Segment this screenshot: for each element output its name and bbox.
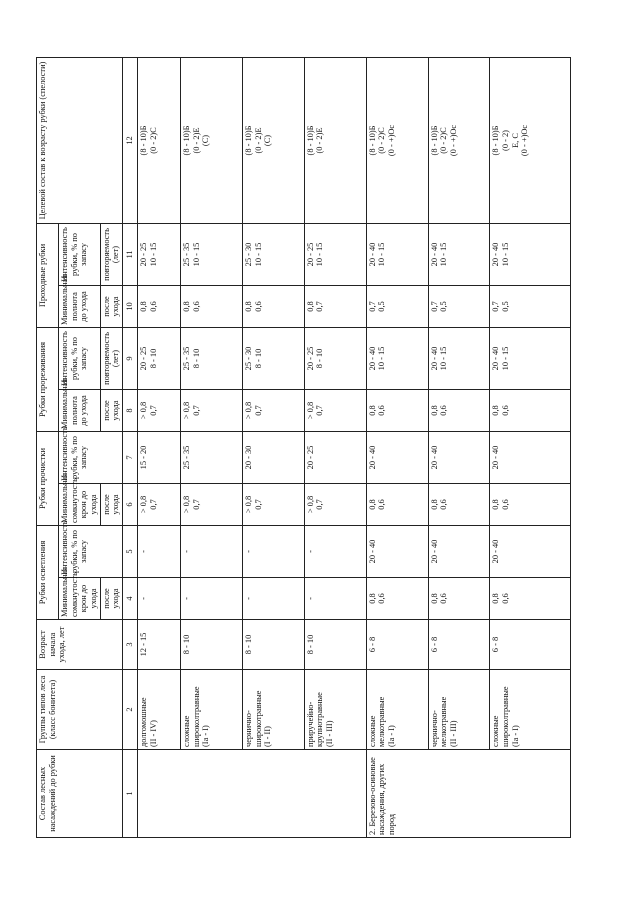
header-prorezh-min-fullness: Минимальная полнота до ухода bbox=[59, 389, 101, 431]
cell-osv-min: - bbox=[181, 578, 243, 620]
cell-forest-type: приручейно- крупнотравные (II - III) bbox=[304, 670, 366, 750]
cell-prohod-intensity: 20 - 40 10 - 15 bbox=[490, 223, 571, 285]
cell-osv-intensity: 20 - 40 bbox=[490, 525, 571, 577]
cell-osv-min: 0,8 0,6 bbox=[490, 578, 571, 620]
header-cleaning-cuts: Рубки прочистки bbox=[37, 431, 59, 525]
header-prorezh-intensity: Интенсивность рубки, % по запасу bbox=[59, 327, 101, 389]
cell-prorezh-intensity: 20 - 40 10 - 15 bbox=[428, 327, 490, 389]
cell-prohod-min: 0,7 0,5 bbox=[366, 285, 428, 327]
cell-forest-type: чернично- мелкотравные (II - III) bbox=[428, 670, 490, 750]
cell-forest-type: сложные широколтравные (Iа - I) bbox=[490, 670, 571, 750]
cell-osv-intensity: - bbox=[242, 525, 304, 577]
cell-osv-intensity: - bbox=[304, 525, 366, 577]
cell-proch-min: > 0,8 0,7 bbox=[304, 483, 366, 525]
table-row bbox=[181, 57, 243, 837]
cell-osv-intensity: 20 - 40 bbox=[428, 525, 490, 577]
col-number: 12 bbox=[122, 57, 137, 223]
cell-proch-min: > 0,8 0,7 bbox=[137, 483, 180, 525]
header-prohod-min-fullness: Минимальная полнота до ухода bbox=[59, 285, 101, 327]
header-thinning-cuts: Рубки прореживания bbox=[37, 327, 59, 431]
cell-proch-intensity: 20 - 25 bbox=[304, 431, 366, 483]
cell-prorezh-intensity: 20 - 40 10 - 15 bbox=[490, 327, 571, 389]
col-number: 6 bbox=[122, 483, 137, 525]
cell-proch-min: > 0,8 0,7 bbox=[242, 483, 304, 525]
header-target-composition: Целевой состав к возрасту рубки (спелости) bbox=[37, 57, 123, 223]
table-row bbox=[304, 57, 366, 837]
rotated-table-wrapper bbox=[36, 58, 571, 838]
col-number: 2 bbox=[122, 670, 137, 750]
cell-osv-intensity: - bbox=[137, 525, 180, 577]
header-composition: Состав лесных насаждений до рубки bbox=[37, 750, 123, 838]
cell-prohod-intensity: 25 - 30 10 - 15 bbox=[242, 223, 304, 285]
cell-prorezh-min: > 0,8 0,7 bbox=[181, 389, 243, 431]
header-prohod-repeat: повторяемость (лет) bbox=[100, 223, 122, 285]
col-number: 9 bbox=[122, 327, 137, 389]
empty-cell bbox=[137, 750, 366, 838]
header-proch-min-density: Минимальная сомкнутость крон до ухода bbox=[59, 483, 101, 525]
cell-start-age: 6 - 8 bbox=[490, 620, 571, 670]
cell-osv-intensity: - bbox=[181, 525, 243, 577]
cell-target-composition: (8 - 10)Б (0 - 2) Е, С (0 - +)Ос bbox=[490, 57, 571, 223]
cell-prorezh-min: 0,8 0,6 bbox=[366, 389, 428, 431]
cell-proch-intensity: 20 - 40 bbox=[490, 431, 571, 483]
cell-prohod-min: 0,8 0,6 bbox=[137, 285, 180, 327]
cell-prorezh-min: > 0,8 0,7 bbox=[137, 389, 180, 431]
cell-prorezh-min: > 0,8 0,7 bbox=[304, 389, 366, 431]
cell-prohod-intensity: 20 - 25 10 - 15 bbox=[137, 223, 180, 285]
cell-prohod-min: 0,8 0,6 bbox=[181, 285, 243, 327]
cell-proch-min: 0,8 0,6 bbox=[428, 483, 490, 525]
cell-osv-min: - bbox=[137, 578, 180, 620]
cell-proch-min: 0,8 0,6 bbox=[366, 483, 428, 525]
cell-target-composition: (8 - 10)Б (0 - 2)С bbox=[137, 57, 180, 223]
cell-prorezh-intensity: 25 - 30 8 - 10 bbox=[242, 327, 304, 389]
cell-proch-min: 0,8 0,6 bbox=[490, 483, 571, 525]
table-row bbox=[366, 57, 428, 837]
table-row bbox=[242, 57, 304, 837]
thinning-table bbox=[36, 57, 571, 838]
cell-osv-intensity: 20 - 40 bbox=[366, 525, 428, 577]
cell-forest-type: долгомошные (II - IV) bbox=[137, 670, 180, 750]
header-prorezh-after: после ухода bbox=[100, 389, 122, 431]
cell-proch-min: > 0,8 0,7 bbox=[181, 483, 243, 525]
cell-start-age: 8 - 10 bbox=[242, 620, 304, 670]
cell-proch-intensity: 15 - 20 bbox=[137, 431, 180, 483]
cell-osv-min: 0,8 0,6 bbox=[366, 578, 428, 620]
header-proch-intensity: Интенсивность рубки, % по запасу bbox=[59, 431, 123, 483]
cell-osv-min: - bbox=[304, 578, 366, 620]
cell-target-composition: (8 - 10)Б (0 - 2)Е (С) bbox=[242, 57, 304, 223]
cell-proch-intensity: 20 - 40 bbox=[366, 431, 428, 483]
cell-prorezh-min: > 0,8 0,7 bbox=[242, 389, 304, 431]
header-forest-type: Группы типов леса (класс бонитета) bbox=[37, 670, 123, 750]
cell-proch-intensity: 20 - 30 bbox=[242, 431, 304, 483]
cell-target-composition: (8 - 10)Б (0 - 2)Е bbox=[304, 57, 366, 223]
cell-proch-intensity: 25 - 35 bbox=[181, 431, 243, 483]
table-row bbox=[137, 57, 180, 837]
header-prohod-after: после ухода bbox=[100, 285, 122, 327]
col-number: 11 bbox=[122, 223, 137, 285]
header-prohod-intensity: Интенсивность рубки, % по запасу bbox=[59, 223, 101, 285]
header-osv-min-density: Минимальная сомкнутость крон до ухода bbox=[59, 578, 101, 620]
cell-target-composition: (8 - 10)Б (0 - 2)С (0 - +)Ос bbox=[366, 57, 428, 223]
col-number: 4 bbox=[122, 578, 137, 620]
header-prorezh-repeat: повторяемость (лет) bbox=[100, 327, 122, 389]
cell-prohod-intensity: 20 - 25 10 - 15 bbox=[304, 223, 366, 285]
cell-osv-min: - bbox=[242, 578, 304, 620]
cell-start-age: 6 - 8 bbox=[366, 620, 428, 670]
cell-forest-type: сложные широколтравные (Iа - I) bbox=[181, 670, 243, 750]
col-number: 10 bbox=[122, 285, 137, 327]
col-number: 3 bbox=[122, 620, 137, 670]
col-number: 5 bbox=[122, 525, 137, 577]
header-proch-after: после ухода bbox=[100, 483, 122, 525]
cell-prohod-min: 0,8 0,7 bbox=[304, 285, 366, 327]
cell-prohod-min: 0,8 0,6 bbox=[242, 285, 304, 327]
cell-group-label: 2. Березово-осиновые насаждения, других пород bbox=[366, 750, 570, 838]
cell-start-age: 8 - 10 bbox=[181, 620, 243, 670]
col-number: 1 bbox=[122, 750, 137, 838]
cell-prohod-intensity: 20 - 40 10 - 15 bbox=[428, 223, 490, 285]
cell-osv-min: 0,8 0,6 bbox=[428, 578, 490, 620]
col-number: 8 bbox=[122, 389, 137, 431]
cell-prorezh-intensity: 20 - 40 10 - 15 bbox=[366, 327, 428, 389]
cell-prohod-min: 0,7 0,5 bbox=[428, 285, 490, 327]
cell-proch-intensity: 20 - 40 bbox=[428, 431, 490, 483]
cell-prorezh-intensity: 20 - 25 8 - 10 bbox=[137, 327, 180, 389]
cell-start-age: 8 - 10 bbox=[304, 620, 366, 670]
header-start-age: Возраст начала ухода, лет bbox=[37, 620, 123, 670]
col-number: 7 bbox=[122, 431, 137, 483]
cell-prorezh-min: 0,8 0,6 bbox=[428, 389, 490, 431]
header-osv-after: после ухода bbox=[100, 578, 122, 620]
header-clearing-cuts: Рубки осветления bbox=[37, 525, 59, 619]
cell-prorezh-intensity: 25 - 35 8 - 10 bbox=[181, 327, 243, 389]
cell-start-age: 12 - 15 bbox=[137, 620, 180, 670]
cell-prohod-intensity: 20 - 40 10 - 15 bbox=[366, 223, 428, 285]
cell-start-age: 6 - 8 bbox=[428, 620, 490, 670]
header-osv-intensity: Интенсивность рубки, % по запасу bbox=[59, 525, 123, 577]
table-row bbox=[490, 57, 571, 837]
cell-forest-type: сложные мелкотравные (Iа - I) bbox=[366, 670, 428, 750]
cell-target-composition: (8 - 10)Б (0 - 2)Е (С) bbox=[181, 57, 243, 223]
header-passage-cuts: Проходные рубки bbox=[37, 223, 59, 327]
cell-target-composition: (8 - 10)Б (0 - 2)С (0 - +)Ос bbox=[428, 57, 490, 223]
cell-prorezh-min: 0,8 0,6 bbox=[490, 389, 571, 431]
cell-forest-type: чернично- широкотравные (I - II) bbox=[242, 670, 304, 750]
table-row bbox=[428, 57, 490, 837]
cell-prohod-min: 0,7 0,5 bbox=[490, 285, 571, 327]
cell-prohod-intensity: 25 - 35 10 - 15 bbox=[181, 223, 243, 285]
cell-prorezh-intensity: 20 - 25 8 - 10 bbox=[304, 327, 366, 389]
